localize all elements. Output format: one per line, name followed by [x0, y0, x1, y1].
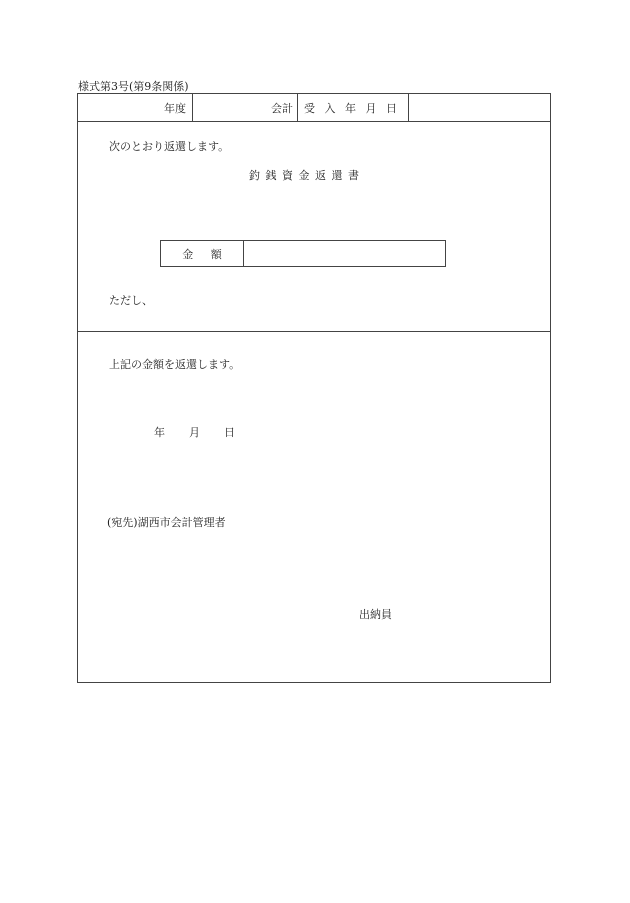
received-date-label: 受 入 年 月 日	[304, 101, 397, 115]
refund-form	[77, 93, 551, 683]
header-row	[78, 94, 550, 122]
date-year-label: 年	[154, 426, 165, 439]
amount-box	[160, 240, 446, 267]
return-statement: 上記の金額を返還します。	[109, 358, 241, 371]
account-label: 会計	[271, 101, 293, 115]
cashier-label: 出納員	[359, 608, 392, 621]
intro-text: 次のとおり返還します。	[109, 140, 230, 153]
proviso-text: ただし、	[109, 294, 153, 307]
amount-divider	[243, 241, 244, 266]
document-title: 釣 銭 資 金 返 還 書	[249, 169, 359, 182]
fiscal-year-label: 年度	[164, 101, 186, 115]
date-month-label: 月	[189, 426, 200, 439]
received-date-value	[409, 94, 550, 121]
section-divider	[78, 331, 550, 332]
addressee: (宛先)湖西市会計管理者	[107, 516, 226, 529]
date-day-label: 日	[224, 426, 235, 439]
amount-label: 金 額	[182, 247, 222, 261]
form-number: 様式第3号(第9条関係)	[78, 80, 189, 93]
